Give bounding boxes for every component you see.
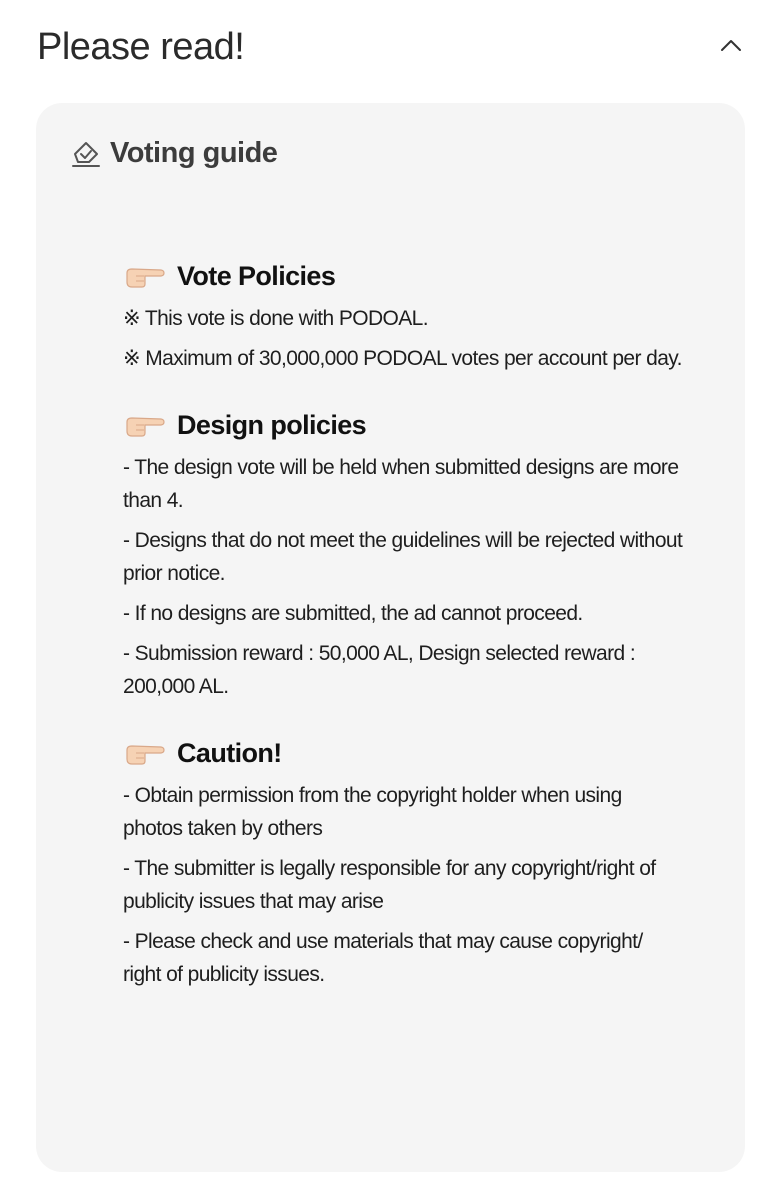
policy-line: - Obtain permission from the copyright holder when using photos taken by others [123,784,622,840]
section-title: Caution! [177,737,282,768]
section-design-policies [123,405,683,703]
section-title: Vote Policies [177,260,336,291]
collapse-button[interactable] [712,30,750,60]
policy-line: ※ This vote is done with PODOAL. [123,307,428,330]
policy-line: - Submission reward : 50,000 AL, Design selected reward : 200,000 AL. [123,642,636,698]
section-heading [123,405,683,445]
guide-heading [70,137,277,170]
guide-content [123,256,683,1021]
policy-line: - Designs that do not meet the guidelines will be rejected without prior notice. [123,529,683,585]
section-vote-policies [123,256,683,375]
header [0,0,781,96]
page-title: Please read! [37,26,245,68]
pointing-hand-icon [123,262,165,290]
policy-line: - The design vote will be held when submitted designs are more than 4. [123,456,679,512]
guide-title: Voting guide [110,137,278,169]
voting-guide-card [36,103,745,1172]
section-heading [123,256,683,296]
section-heading [123,733,683,773]
pointing-hand-icon [123,739,165,767]
chevron-up-icon [720,38,742,52]
section-title: Design policies [177,409,367,440]
policy-line: ※ Maximum of 30,000,000 PODOAL votes per account per day. [123,347,682,370]
policy-line: - If no designs are submitted, the ad cannot proceed. [123,602,583,625]
policy-line: - Please check and use materials that may cause copyright/ right of publicity issues. [123,930,643,986]
pointing-hand-icon [123,411,165,439]
check-badge-icon [70,139,102,169]
section-caution [123,733,683,991]
policy-line: - The submitter is legally responsible for any copyright/right of publicity issues that may arise [123,857,656,913]
